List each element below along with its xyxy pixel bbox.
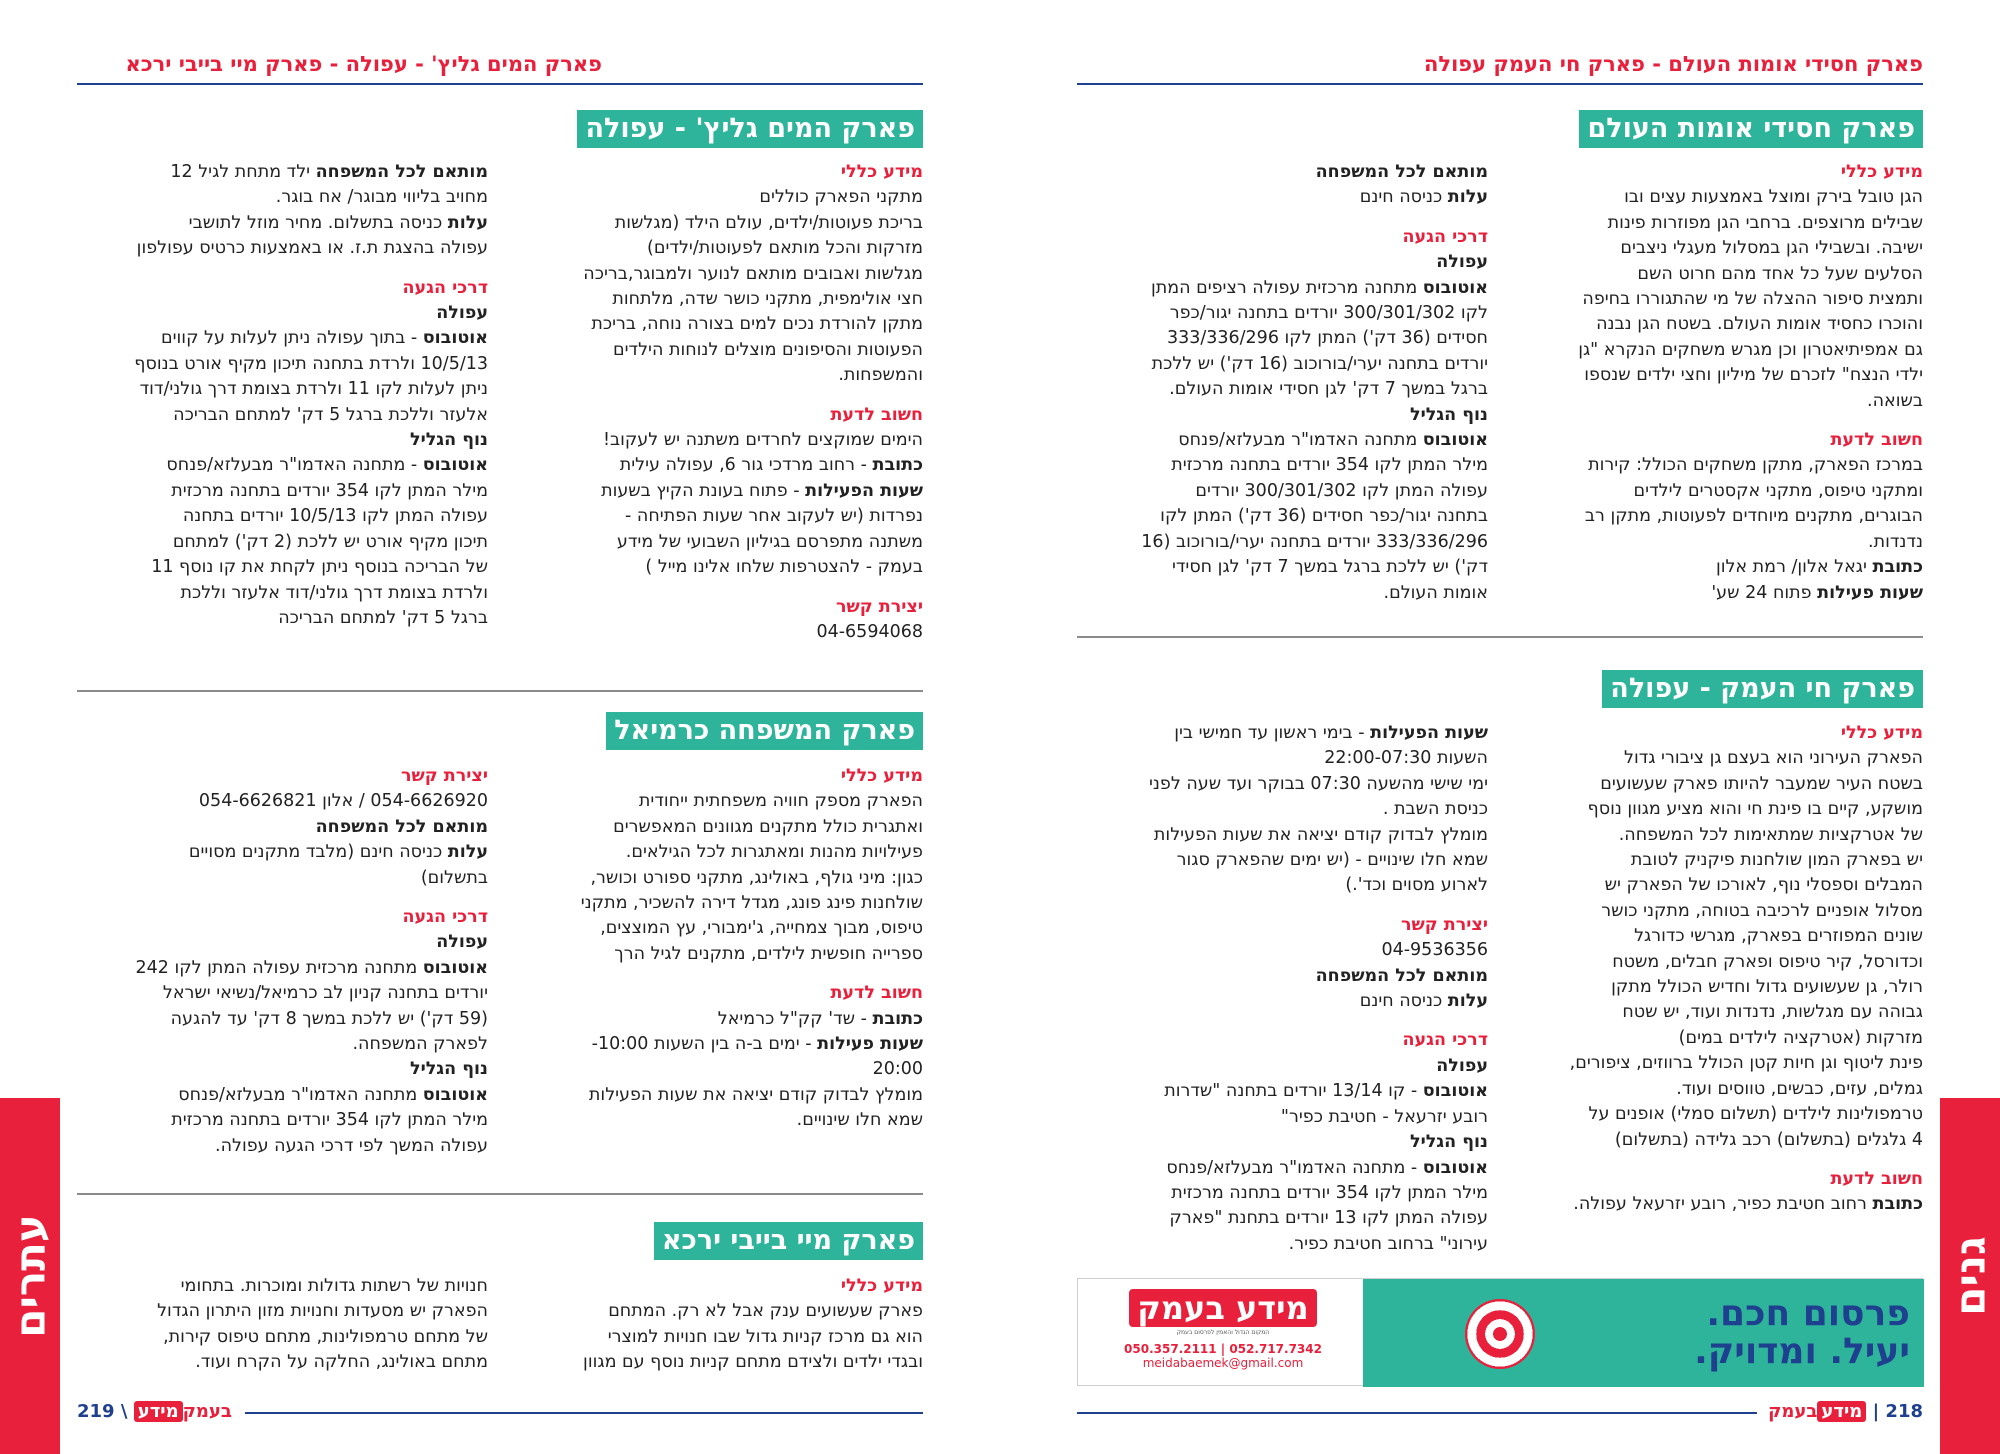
bold-label: אוטובוס: [422, 957, 488, 978]
text-line: מילר המתן לקו 354 יורדים בתחנה מרכזית: [1171, 1182, 1488, 1203]
text-line: אומות העולם.: [1383, 582, 1488, 603]
text-value: מתחנה האדמו"ר מבעלזא/פנחס: [178, 1084, 423, 1105]
section-title-hai-haemek: פארק חי העמק - עפולה: [1602, 670, 1923, 708]
bold-label: אוטובוס: [1422, 1157, 1488, 1178]
text-line: עפולה המשך לפי דרכי הגעה עפולה.: [215, 1135, 488, 1156]
text-value: כניסה חינם: [1359, 991, 1448, 1012]
bold-label: כתובת: [1872, 1194, 1923, 1215]
text-line: יש בפארק המון שולחנות פיקניק לטובת: [1630, 850, 1923, 871]
section-hasidei-col-b: [1078, 160, 1488, 606]
text-value: - שד' קק"ל כרמיאל: [717, 1008, 873, 1029]
bold-label: כתובת: [872, 455, 923, 476]
text-line: מומלץ לבדוק קודם יציאה את שעות הפעילות: [1153, 824, 1488, 845]
ad-phones: 050.357.2111 | 052.717.7342: [1124, 1342, 1322, 1356]
text-line: 4 גלגלים (בתשלום) רכב גלידה (בתשלום): [1614, 1129, 1923, 1150]
footer-logo-right: מידע: [1817, 1401, 1866, 1422]
text-line: מומלץ לבדוק קודם יציאה את שעות הפעילות: [588, 1084, 923, 1105]
text-line: ולרדת בצומת דרך גולני/דוד אלעזר וללכת: [180, 582, 488, 603]
spacer: [1508, 1153, 1923, 1167]
subheading: מידע כללי: [1840, 723, 1923, 743]
text-line: כניסת השבת .: [1382, 799, 1488, 820]
text-line: פארק שעשועים ענק אבל לא רק. המתחם: [608, 1301, 923, 1322]
bold-label: אוטובוס: [422, 455, 488, 476]
text-line: שמא חלו שינויים - (יש ימים שהפארק סגור: [1176, 850, 1488, 871]
ad-tagline: המקום הגדול והאמין לפרסום בעמק: [1176, 1329, 1270, 1336]
bold-label: שעות הפעילות: [1370, 723, 1488, 743]
section-glitch-col-b: [76, 160, 488, 631]
text-line: תיכון מקיף אורט יש ללכת (2 דק') למתחם: [172, 531, 488, 552]
header-rule-right: [1077, 83, 1923, 85]
text-line: מסלול אופניים לרכיבה בטוחה, מתקני כושר: [1601, 900, 1923, 921]
text-line: ותמצית סיפור ההצלה של מי שהתגוררו בחיפה: [1582, 289, 1923, 310]
bold-label: נוף הגליל: [409, 430, 488, 451]
section-baby-col-b: [76, 1274, 488, 1376]
text-line: [76, 1057, 488, 1082]
text-line: הפארק העירוני הוא בעצם גן ציבורי גדול: [1624, 748, 1923, 769]
text-line: [1078, 1079, 1488, 1104]
text-line: ברגל במשך 7 דק' לגן חסידי אומות העולם.: [1169, 379, 1488, 400]
text-line: הימים שמוקצים לחרדים משתנה יש לעקוב!: [602, 430, 923, 451]
text-line: [1078, 250, 1488, 275]
text-line: חצי אולימפית, מתקני כושר שדה, מלתחות: [612, 289, 923, 310]
bold-label: עלות: [447, 212, 488, 233]
text-line: ימי שישי מהשעה 07:30 בבוקר ועד שעה לפני: [1149, 773, 1488, 794]
text-line: [1508, 555, 1923, 580]
bold-label: אוטובוס: [422, 328, 488, 349]
text-value: כניסה חינם: [1359, 187, 1448, 208]
text-value: - רחוב מרדכי גור 6, עפולה עילית: [619, 455, 873, 476]
text-value: יגאל אלון/ רמת אלון: [1715, 557, 1873, 578]
text-line: ובגדי ילדים ולצידם מתחם קניות נוסף עם מגוון: [583, 1352, 923, 1373]
bold-label: מותאם לכל המשפחה: [315, 162, 488, 182]
text-line: אלעזר וללכת ברגל 5 דק' למתחם הבריכה: [173, 404, 488, 425]
running-head-right: פארק חסידי אומות העולם - פארק חי העמק עפולה: [1423, 52, 1923, 76]
footer-rule-left: [245, 1412, 923, 1414]
text-line: [1078, 1054, 1488, 1079]
text-value: מתחנה מרכזית עפולה רציפים המתן: [1150, 277, 1423, 298]
text-line: פעילויות מהנות ומאתגרות לכל הגילאים.: [625, 842, 923, 863]
bold-label: עפולה: [1436, 252, 1488, 273]
bold-label: שעות פעילות: [1817, 582, 1923, 603]
text-line: הפעוטות והסיפונים מוצלים לנוחות הילדים: [613, 339, 923, 360]
text-line: מתקן להורדת נכים למים בצורה נוחה, בריכת: [591, 314, 923, 335]
section-hasidei-col-a: [1508, 160, 1923, 606]
text-line: שונים המפוזרים בפארק, מגרשי כדורגל: [1634, 926, 1923, 947]
text-line: של אטרקציות שמתאימות לכל המשפחה.: [1618, 824, 1923, 845]
text-line: [1078, 185, 1488, 210]
bold-label: כתובת: [872, 1008, 923, 1029]
ad-brand-block: [1098, 1289, 1348, 1370]
text-line: ברגל 5 דק' למתחם הבריכה: [278, 607, 488, 628]
spacer: [508, 581, 923, 595]
text-line: [1078, 1156, 1488, 1181]
text-line: רובע יזרעאל - חטיבת כפיר": [1280, 1106, 1488, 1127]
text-value: - פתוח בעונת הקיץ בשעות: [601, 480, 806, 501]
subheading: מידע כללי: [840, 1276, 923, 1296]
text-line: יורדים בתחנה יערי/בורוכוב (16 דק') יש ללכת: [1151, 353, 1488, 374]
text-line: של הבריכה בנוסף ניתן לקחת את קו נוסף 11: [151, 557, 488, 578]
subheading: חשוב לדעת: [830, 404, 923, 425]
text-line: [1078, 989, 1488, 1014]
text-line: 054-6626920 / אלון 054-6626821: [198, 791, 488, 812]
text-line: גבוהה עם מגלשות, נדנדות ועוד, יש שטח: [1622, 1002, 1923, 1023]
text-line: דק') יש ללכת ברגל במשך 7 דק' לגן חסידי: [1171, 557, 1488, 578]
text-line: [1078, 276, 1488, 301]
text-line: [76, 211, 488, 236]
text-line: נדנדות.: [1868, 531, 1923, 552]
bold-label: עפולה: [436, 932, 488, 953]
footer-left: [77, 1401, 232, 1422]
ad-slogan-line-1: פרסום חכם.: [1706, 1293, 1910, 1334]
footer-rule-right: [1077, 1412, 1757, 1414]
footer-right: 218 | מידעבעמק: [1768, 1401, 1923, 1422]
text-line: מתחם באולינג, החלקה על הקרח ועוד.: [195, 1352, 488, 1373]
spacer: [1078, 1014, 1488, 1028]
footer-logo-left: מידע: [134, 1401, 183, 1422]
text-value: כניסה חינם (מלבד מתקנים מסויים: [188, 842, 448, 863]
text-line: [76, 453, 488, 478]
text-line: גמלים, עזים, כבשים, טווסים ועוד.: [1676, 1078, 1923, 1099]
text-value: כניסה בתשלום. מחיר מוזל לתושבי: [188, 212, 448, 233]
text-line: [76, 840, 488, 865]
subheading: דרכי הגעה: [402, 277, 488, 298]
sidebar-tab-left: [0, 1098, 60, 1454]
text-line: ניתן לעלות לקו 11 ולרדת בצומת דרך גולני/דוד: [139, 379, 488, 400]
text-line: [1078, 1130, 1488, 1155]
text-line: [508, 453, 923, 478]
text-line: שבילים מרוצפים. ברחבי הגן מפוזרות פינות: [1607, 212, 1923, 233]
subheading: יצירת קשר: [1400, 914, 1488, 935]
text-line: של מתחם טרמפולינות, מתחם טיפוס קירות,: [163, 1326, 488, 1347]
text-line: גם אמפיתיאטרון וכן מגרש משחקים הנקרא "גן: [1578, 339, 1923, 360]
bold-label: שעות פעילות: [817, 1034, 923, 1055]
bold-label: אוטובוס: [422, 1084, 488, 1105]
text-line: משתנה מתפרסם בגיליון השבועי של מידע: [616, 531, 923, 552]
text-value: - מתחנה האדמו"ר מבעלזא/פנחס: [1166, 1157, 1423, 1178]
sidebar-label-right: גנים: [1945, 1236, 1995, 1316]
ad-email[interactable]: meidabaemek@gmail.com: [1142, 1356, 1304, 1370]
text-line: מילר המתן לקו 354 יורדים בתחנה מרכזית: [1171, 455, 1488, 476]
text-line: [76, 160, 488, 185]
bold-label: אוטובוס: [1422, 430, 1488, 451]
text-value: רחוב חטיבת כפיר, רובע יזרעאל עפולה.: [1573, 1194, 1873, 1215]
text-line: [1078, 721, 1488, 746]
spacer: [76, 891, 488, 905]
ad-slogan: [1694, 1295, 1910, 1371]
text-line: [76, 956, 488, 981]
bold-label: אוטובוס: [1422, 1081, 1488, 1102]
section-karmiel-col-a: [508, 764, 923, 1134]
text-line: פינת ליטוף וגן חיות קטן הכולל ברווזים, ציפורים,: [1569, 1053, 1923, 1074]
text-line: 333/336/296 יורדים בתחנה יערי/בורוכוב (16: [1141, 531, 1488, 552]
section-hai-haemek-col-a: [1508, 721, 1923, 1218]
text-line: בעמק - להצטרפות שלחו אלינו מייל ): [645, 557, 923, 578]
text-line: חנויות של רשתות גדולות ומוכרות. בתחומי: [180, 1276, 488, 1296]
text-line: יורדים בתחנה קניון לב כרמיאל/נשיאי ישראל: [162, 983, 488, 1004]
text-line: טיפוס, מבוך צמחייה, ג'ימבורי, עץ המוצצים,: [600, 918, 923, 939]
spacer: [508, 389, 923, 403]
text-line: ומתקני טיפוס, מתקני אקסטרים לילדים: [1633, 480, 1923, 501]
text-value: ילד מתחת לגיל 12: [170, 162, 316, 182]
text-line: ישיבה. ובשבילי הגן במסלול מעגלי ניצבים: [1620, 238, 1923, 259]
text-value: מתחנה מרכזית עפולה המתן לקו 242: [135, 957, 423, 978]
subheading: מידע כללי: [840, 766, 923, 786]
ad-slogan-line-2: יעיל. ומדויק.: [1694, 1331, 1910, 1372]
text-value: - בימי ראשון עד חמישי בין: [1174, 723, 1371, 743]
text-line: מושקע, קיים בו פינת חי והוא מציע מגוון נוסף: [1587, 799, 1923, 820]
bold-label: מותאם לכל המשפחה: [315, 816, 488, 837]
footer-logo-left-b: בעמק: [182, 1401, 232, 1422]
text-line: וכדורסל, קיר טיפוס ופארק חבלים, משטח: [1612, 951, 1923, 972]
text-line: [1508, 1192, 1923, 1217]
bold-label: עלות: [1447, 991, 1488, 1012]
text-line: [76, 1083, 488, 1108]
text-line: הפארק יש מסעדות וחנויות מזון היתרון הגדול: [157, 1301, 488, 1322]
text-line: הסלעים שעל כל אחד מהם חרוט השם: [1637, 263, 1923, 284]
text-value: - ימים ב-ה בין השעות 10:00-: [591, 1034, 818, 1055]
subheading: יצירת קשר: [835, 596, 923, 617]
text-line: 04-6594068: [816, 621, 923, 642]
text-value: מתחנה האדמו"ר מבעלזא/פנחס: [1178, 430, 1423, 451]
text-line: חסידים (36 דק') המתן לקו 333/336/296: [1166, 328, 1488, 349]
subheading: דרכי הגעה: [1402, 226, 1488, 247]
text-line: והוכרו כחסיד אומות העולם. בשטח הגן נבנה: [1596, 314, 1923, 335]
text-line: עירוני" ברחוב חטיבת כפיר.: [1288, 1233, 1488, 1254]
section-karmiel-col-b: [76, 764, 488, 1159]
text-line: ספרייה חופשית לילדים, מתקנים לגיל הרך: [614, 943, 923, 964]
header-rule-left: [77, 83, 923, 85]
subheading: חשוב לדעת: [1830, 430, 1923, 451]
sidebar-label-left: עתרים: [5, 1214, 55, 1338]
text-line: [1078, 160, 1488, 185]
spacer: [1078, 899, 1488, 913]
text-line: השעות 22:00-07:30: [1324, 748, 1488, 769]
text-value: - קו 13/14 יורדים בתחנה "שדרות: [1164, 1081, 1423, 1102]
bold-label: עפולה: [436, 303, 488, 324]
text-value: פתוח 24 שע': [1711, 582, 1818, 603]
text-line: המבלים וספסלי נוף, לאורכו של הפארק יש: [1604, 875, 1923, 896]
text-line: [1508, 581, 1923, 606]
bold-label: אוטובוס: [1422, 277, 1488, 298]
section-title-karmiel: פארק המשפחה כרמיאל: [606, 712, 923, 750]
text-line: (59 דק') יש ללכת במשך 8 דק' עד להגעה: [170, 1008, 488, 1029]
text-line: הבוגרים, מתקנים מיוחדים לפעוטות, מתקן רב: [1584, 506, 1923, 527]
text-line: בשואה.: [1867, 390, 1923, 411]
text-line: מחויב בליווי מבוגר/ אח בוגר.: [275, 187, 488, 208]
subheading: חשוב לדעת: [1830, 1168, 1923, 1189]
bold-label: מותאם לכל המשפחה: [1315, 162, 1488, 182]
text-line: מזרקות (אטרקציה לילדים במים): [1678, 1027, 1923, 1048]
bold-label: כתובת: [1872, 557, 1923, 578]
text-value: - בתוך עפולה ניתן לעלות על קווים: [161, 328, 423, 349]
text-line: רולר, גן שעשועים גדול וחדיש הכולל מתקן: [1611, 977, 1923, 998]
bold-label: נוף הגליל: [1409, 404, 1488, 425]
ad-green-panel: [1363, 1279, 1924, 1387]
text-line: מגלשות ואבובים מותאם לנוער ולמבוגר,בריכה: [583, 263, 923, 284]
bold-label: שעות הפעילות: [805, 480, 923, 501]
section-title-baby: פארק מיי בייבי ירכא: [654, 1222, 923, 1260]
text-line: 04-9536356: [1381, 940, 1488, 961]
text-line: [1078, 428, 1488, 453]
text-line: מזרקות והכל מותאם לפעוטות/ילדים): [647, 238, 923, 259]
text-line: בשטח העיר שמעבר להיותו פארק שעשועים: [1600, 773, 1923, 794]
divider-left-1: [77, 690, 923, 692]
text-line: שולחנות פינג פונג, מגדל דירה להשכיר, מתקני: [580, 893, 923, 914]
text-line: [76, 930, 488, 955]
text-line: והמשפחות.: [838, 365, 923, 386]
text-line: [76, 815, 488, 840]
text-line: טרמפולינות לילדים (תשלום סמלי) אופנים על: [1588, 1104, 1923, 1125]
text-line: בתשלום): [420, 867, 488, 888]
text-line: לפארק המשפחה.: [352, 1034, 488, 1055]
text-line: עפולה בהצגת ת.ז. או באמצעות כרטיס עפולפון: [136, 238, 488, 259]
section-hai-haemek-col-b: [1078, 721, 1488, 1257]
section-glitch-col-a: [508, 160, 923, 645]
text-line: ילדי הנצח" לזכרם של מיליון וחצי ילדים שנספו: [1584, 365, 1923, 386]
divider-left-2: [77, 1193, 923, 1195]
spacer: [1078, 211, 1488, 225]
spacer: [508, 967, 923, 981]
divider-right-1: [1077, 636, 1923, 638]
text-line: בתחנה יגור/כפר חסידים (36 דק') המתן לקו: [1160, 506, 1488, 527]
text-line: [508, 1007, 923, 1032]
subheading: יצירת קשר: [400, 766, 488, 786]
page-number-right: 218: [1885, 1401, 1923, 1422]
bold-label: עלות: [447, 842, 488, 863]
text-line: [76, 428, 488, 453]
text-line: [508, 479, 923, 504]
bold-label: מותאם לכל המשפחה: [1315, 965, 1488, 986]
text-line: מילר המתן לקו 354 יורדים בתחנה מרכזית: [171, 1110, 488, 1131]
footer-logo-right-b: בעמק: [1768, 1401, 1818, 1422]
text-line: הגן טובל בירק ומוצל באמצעות עצים ובו: [1624, 187, 1923, 208]
text-line: שמא חלו שינויים.: [796, 1110, 923, 1131]
sidebar-tab-right: [1940, 1098, 2000, 1454]
text-line: [508, 1032, 923, 1057]
text-line: עפולה המתן לקו 10/5/13 יורדים בתחנה: [182, 506, 488, 527]
text-line: מתקני הפארק כוללים: [759, 187, 923, 208]
section-baby-col-a: [508, 1274, 923, 1376]
text-line: 10/5/13 ולרדת בתחנה תיכון מקיף אורט בנוסף: [134, 353, 488, 374]
text-line: נפרדות (יש לעקוב אחר שעות הפתיחה -: [625, 506, 923, 527]
text-line: הפארק מספק חוויה משפחתית ייחודית: [638, 791, 923, 812]
subheading: דרכי הגעה: [402, 907, 488, 928]
text-line: לארוע מסוים וכד'.): [1345, 875, 1488, 896]
ad-banner[interactable]: [1077, 1278, 1923, 1386]
text-line: 20:00: [872, 1059, 923, 1080]
text-line: בריכת פעוטות/ילדים, עולם הילד (מגלשות: [614, 212, 923, 233]
text-line: כגון: מיני גולף, באולינג, מתקני ספורט וכושר,: [590, 867, 923, 888]
text-line: לקו 300/301/302 יורדים בתחנה יגור/כפר: [1169, 303, 1488, 324]
section-title-glitch: פארק המים גליץ' - עפולה: [577, 110, 923, 148]
text-line: [1078, 964, 1488, 989]
spacer: [76, 262, 488, 276]
page-number-left: 219 \: [77, 1401, 128, 1422]
ad-brand-logo: מידע בעמק: [1129, 1289, 1316, 1327]
text-line: ואתגרית כולל מתקנים מגוונים המאפשרים: [613, 816, 923, 837]
subheading: חשוב לדעת: [830, 983, 923, 1004]
text-line: במרכז הפארק, מתקן משחקים הכולל: קירות: [1588, 455, 1923, 476]
text-line: עפולה המתן לקו 300/301/302 יורדים: [1195, 480, 1488, 501]
text-value: - מתחנה האדמו"ר מבעלזא/פנחס: [166, 455, 423, 476]
text-line: מילר המתן לקו 354 יורדים בתחנה מרכזית: [171, 480, 488, 501]
section-title-hasidei: פארק חסידי אומות העולם: [1579, 110, 1923, 148]
subheading: דרכי הגעה: [1402, 1030, 1488, 1051]
bold-label: נוף הגליל: [1409, 1132, 1488, 1153]
target-icon: [1465, 1299, 1535, 1369]
text-line: הוא גם מרכז קניות גדול שבו חנויות למוצרי: [607, 1326, 923, 1347]
text-line: [1078, 403, 1488, 428]
text-line: [76, 301, 488, 326]
text-line: [76, 326, 488, 351]
bold-label: עלות: [1447, 187, 1488, 208]
subheading: מידע כללי: [840, 162, 923, 182]
bold-label: עפולה: [1436, 1055, 1488, 1076]
subheading: מידע כללי: [1840, 162, 1923, 182]
spacer: [1508, 414, 1923, 428]
bold-label: נוף הגליל: [409, 1059, 488, 1080]
text-line: עפולה המתן לקו 13 יורדים בתחנת "פארק: [1169, 1208, 1488, 1229]
running-head-left: פארק המים גליץ' - עפולה - פארק מיי בייבי ירכא: [125, 52, 602, 76]
